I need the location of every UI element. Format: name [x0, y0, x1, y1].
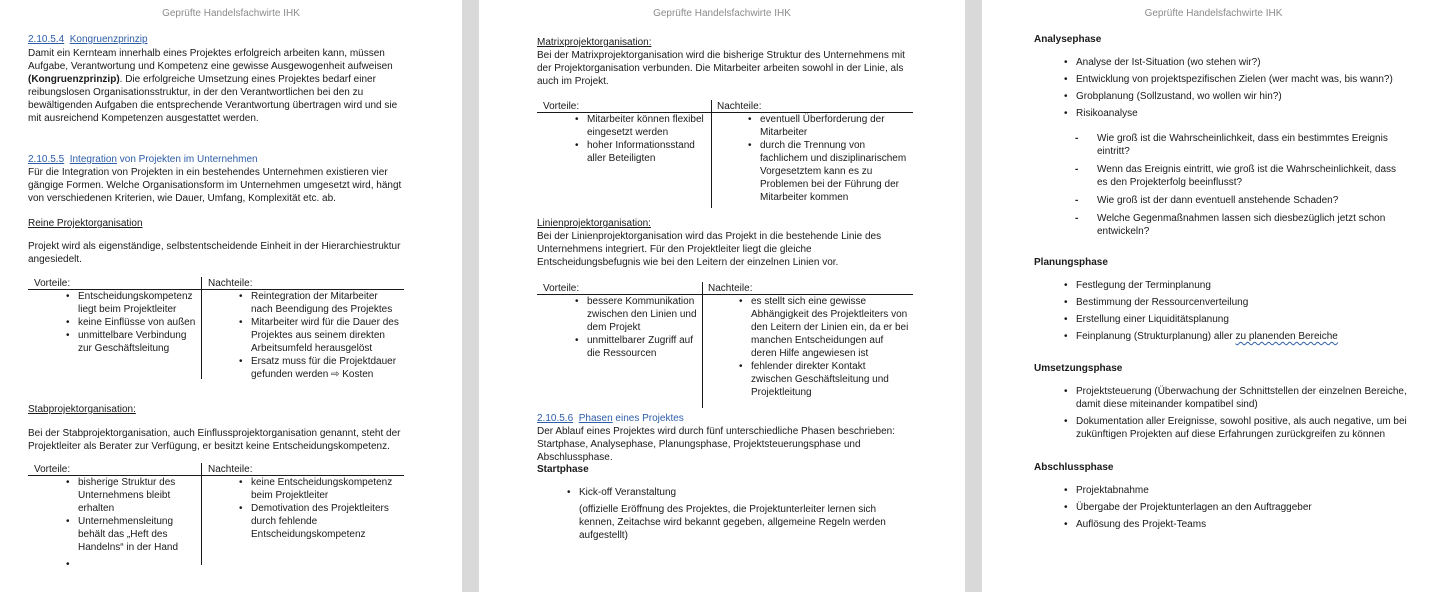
table-head-vorteile: Vorteile: — [34, 278, 71, 289]
list-abschlussphase — [1076, 484, 1411, 531]
section-phasen — [537, 412, 913, 464]
heading-abschlussphase: Abschlussphase — [1034, 462, 1114, 473]
list-item: • Mitarbeiter wird für die Dauer des Projektes aus seinem direkten Arbeitsumfeld herausgelöst — [251, 316, 399, 355]
list-item: • eventuell Überforderung der Mitarbeiter — [760, 113, 907, 139]
paragraph-stab: Bei der Stabprojektorganisation, auch Einflussprojektorganisation genannt, steht der Projektleiter als Berater zur Verfügung, er besitzt keine Entscheidungskompetenz. — [28, 428, 401, 452]
section-number: 2.10.5.4 — [28, 34, 65, 45]
list-item — [1076, 330, 1411, 343]
list-item: • Entscheidungskompetenz liegt beim Projektleiter — [78, 290, 196, 316]
heading-umsetzungsphase: Umsetzungsphase — [1034, 363, 1123, 374]
table-divider — [702, 282, 703, 408]
startphase-note: (offizielle Eröffnung des Projektes, die Projektunterleiter lernen sich kennen, Zeitachse wird bekannt gegeben, allgemeine Regeln werden aufgestellt) — [579, 504, 886, 541]
table-head-vorteile: Vorteile: — [543, 101, 580, 112]
list-item: • Erstellung einer Liquiditätsplanung — [1076, 313, 1411, 326]
list-item: • fehlender direkter Kontakt zwischen Geschäftsleitung und Projektleitung — [751, 360, 909, 399]
heading-stabprojektorganisation: Stabprojektorganisation: — [28, 404, 136, 415]
table-divider — [201, 277, 202, 379]
list-item: • durch die Trennung von fachlichem und disziplinarischem Vorgesetztem kann es zu Problemen bei der Führung der Mitarbeiter kommen — [760, 139, 907, 204]
list-item: • Projektabnahme — [1076, 484, 1411, 497]
list-item: • hoher Informationsstand aller Beteiligten — [587, 139, 707, 165]
list-item: - Wie groß ist der dann eventuell anstehende Schaden? — [1097, 194, 1402, 207]
paragraph-reine: Projekt wird als eigenständige, selbstentscheidende Einheit in der Hierarchiestruktur angesiedelt. — [28, 241, 401, 265]
list-nachteile — [760, 113, 907, 204]
document-page-3 — [982, 0, 1445, 592]
section-title-part: von Projekten im Unternehmen — [119, 154, 258, 165]
text-run: zu planenden Bereiche — [1235, 331, 1338, 342]
heading-matrixprojektorganisation: Matrixprojektorganisation: — [537, 37, 652, 48]
section-heading — [28, 33, 404, 46]
list-item: • Reintegration der Mitarbeiter nach Beendigung des Projektes — [251, 290, 399, 316]
section-title-part: Integration — [69, 154, 117, 165]
table-divider — [711, 100, 712, 208]
list-item: • keine Einflüsse von außen — [78, 316, 196, 329]
list-item: • Übergabe der Projektunterlagen an den Auftraggeber — [1076, 501, 1411, 514]
section-paragraph: Für die Integration von Projekten in ein bestehendes Unternehmen existieren vier gängige Formen. Welche Organisationsform im Unternehmen umgesetzt wird, hängt von verschiedenen Kriterien, wie Dauer, Umfang, Komplexität etc. ab. — [28, 167, 402, 204]
list-item: • Kick-off Veranstaltung — [579, 486, 909, 499]
list-vorteile — [587, 295, 697, 360]
text-run: Feinplanung (Strukturplanung) aller — [1076, 331, 1233, 342]
page-header: Geprüfte Handelsfachwirte IHK — [653, 8, 791, 19]
list-nachteile — [251, 476, 396, 541]
list-item: • Entwicklung von projektspezifischen Zielen (wer macht was, bis wann?) — [1076, 73, 1411, 86]
list-startphase — [579, 486, 909, 499]
list-item: • unmittelbare Verbindung zur Geschäftsleitung — [78, 329, 196, 355]
heading-startphase: Startphase — [537, 464, 589, 475]
list-item: - Wenn das Ereignis eintritt, wie groß ist die Wahrscheinlichkeit, dass es den Projekterfolg beeinflusst? — [1097, 163, 1402, 189]
list-item-empty — [78, 558, 190, 571]
bold-term: (Kongruenzprinzip) — [28, 74, 120, 85]
list-umsetzungsphase — [1076, 385, 1411, 441]
list-nachteile — [251, 290, 399, 381]
list-vorteile — [587, 113, 707, 165]
section-title-part: eines Projektes — [615, 413, 684, 424]
list-item: • bisherige Struktur des Unternehmens bleibt erhalten — [78, 476, 190, 515]
section-number: 2.10.5.6 — [537, 413, 574, 424]
list-item: • Demotivation des Projektleiters durch fehlende Entscheidungskompetenz — [251, 502, 396, 541]
section-title: Kongruenzprinzip — [69, 34, 148, 45]
heading-linienprojektorganisation: Linienprojektorganisation: — [537, 218, 651, 229]
list-item: • Risikoanalyse — [1076, 107, 1411, 120]
pros-cons-table-matrix — [537, 100, 913, 208]
list-item: • Bestimmung der Ressourcenverteilung — [1076, 296, 1411, 309]
section-kongruenzprinzip — [28, 33, 404, 125]
table-head-nachteile: Nachteile: — [208, 278, 253, 289]
list-item: • Auflösung des Projekt-Teams — [1076, 518, 1411, 531]
list-planungsphase — [1076, 279, 1411, 343]
table-head-vorteile: Vorteile: — [34, 464, 71, 475]
list-item: • Festlegung der Terminplanung — [1076, 279, 1411, 292]
section-paragraph — [28, 47, 404, 125]
heading-reine-projektorganisation: Reine Projektorganisation — [28, 218, 143, 229]
text-run: Damit ein Kernteam innerhalb eines Projektes erfolgreich arbeiten kann, müssen Aufgabe, Verantwortung und Kompetenz eine gewisse Ausgewogenheit aufweisen — [28, 48, 393, 72]
table-head-nachteile: Nachteile: — [717, 101, 762, 112]
pros-cons-table-stab — [28, 463, 404, 565]
document-page-2 — [479, 0, 965, 592]
paragraph-linien: Bei der Linienprojektorganisation wird das Projekt in die bestehende Linie des Unternehmens integriert. Für den Projektleiter liegt die gleiche Entscheidungsbefugnis wie bei den Leitern der einzelnen Linien vor. — [537, 231, 882, 268]
list-item: • Projektsteuerung (Überwachung der Schnittstellen der einzelnen Bereiche, damit diese miteinander kompatibel sind) — [1076, 385, 1411, 411]
list-item: • es stellt sich eine gewisse Abhängigkeit des Projektleiters von den Leitern der Linien ein, da er bei manchen Entscheidungen auf deren Hilfe angewiesen ist — [751, 295, 909, 360]
table-head-vorteile: Vorteile: — [543, 283, 580, 294]
paragraph-matrix: Bei der Matrixprojektorganisation wird die bisherige Struktur des Unternehmens mit der Projektorganisation verbunden. Die Mitarbeiter arbeiten sowohl in der Linie, als auch im Projekt. — [537, 50, 905, 87]
table-head-nachteile: Nachteile: — [208, 464, 253, 475]
section-heading — [28, 153, 404, 166]
list-item: • keine Entscheidungskompetenz beim Projektleiter — [251, 476, 396, 502]
list-item: • unmittelbarer Zugriff auf die Ressourcen — [587, 334, 697, 360]
section-heading — [537, 412, 913, 425]
list-item: - Wie groß ist die Wahrscheinlichkeit, dass ein bestimmtes Ereignis eintritt? — [1097, 132, 1402, 158]
page-header: Geprüfte Handelsfachwirte IHK — [1144, 8, 1283, 19]
list-item: • Unternehmensleitung behält das „Heft des Handelns“ in der Hand — [78, 515, 190, 554]
table-divider — [201, 463, 202, 565]
text-run: . Die erfolgreiche Umsetzung eines Projektes bedarf einer reibungslosen Organisationsstruktur, in der den Verantwortlichen bei den zu bewältigenden Aufgaben die entsprechende Verantwortung übertragen wird und sie mit ausreichend Kompetenzen ausgestattet werden. — [28, 74, 398, 124]
heading-planungsphase: Planungsphase — [1034, 257, 1108, 268]
list-item: • Dokumentation aller Ereignisse, sowohl positive, als auch negative, um bei zukünftigen Projekten auf diese Erfahrungen zurückgreifen zu können — [1076, 415, 1411, 441]
pros-cons-table-reine — [28, 277, 404, 379]
section-paragraph: Der Ablauf eines Projektes wird durch fünf unterschiedliche Phasen beschrieben: Startphase, Analysephase, Planungsphase, Projektsteuerungsphase und Abschlussphase. — [537, 426, 895, 463]
pros-cons-table-linien — [537, 282, 913, 408]
list-vorteile — [78, 476, 190, 571]
section-title-part: Phasen — [578, 413, 613, 424]
heading-analysephase: Analysephase — [1034, 34, 1102, 45]
list-nachteile — [751, 295, 909, 399]
document-page-1 — [0, 0, 462, 592]
list-item: - Welche Gegenmaßnahmen lassen sich diesbezüglich jetzt schon entwickeln? — [1097, 212, 1402, 238]
table-head-nachteile: Nachteile: — [708, 283, 753, 294]
list-item: • bessere Kommunikation zwischen den Linien und dem Projekt — [587, 295, 697, 334]
list-vorteile — [78, 290, 196, 355]
list-item: • Mitarbeiter können flexibel eingesetzt werden — [587, 113, 707, 139]
section-number: 2.10.5.5 — [28, 154, 65, 165]
list-analysephase — [1076, 56, 1411, 120]
list-item: • Grobplanung (Sollzustand, wo wollen wir hin?) — [1076, 90, 1411, 103]
section-integration — [28, 153, 404, 205]
page-header: Geprüfte Handelsfachwirte IHK — [162, 8, 300, 19]
list-item: • Analyse der Ist-Situation (wo stehen wir?) — [1076, 56, 1411, 69]
list-item: • Ersatz muss für die Projektdauer gefunden werden ⇨ Kosten — [251, 355, 399, 381]
list-risikoanalyse — [1097, 132, 1402, 238]
